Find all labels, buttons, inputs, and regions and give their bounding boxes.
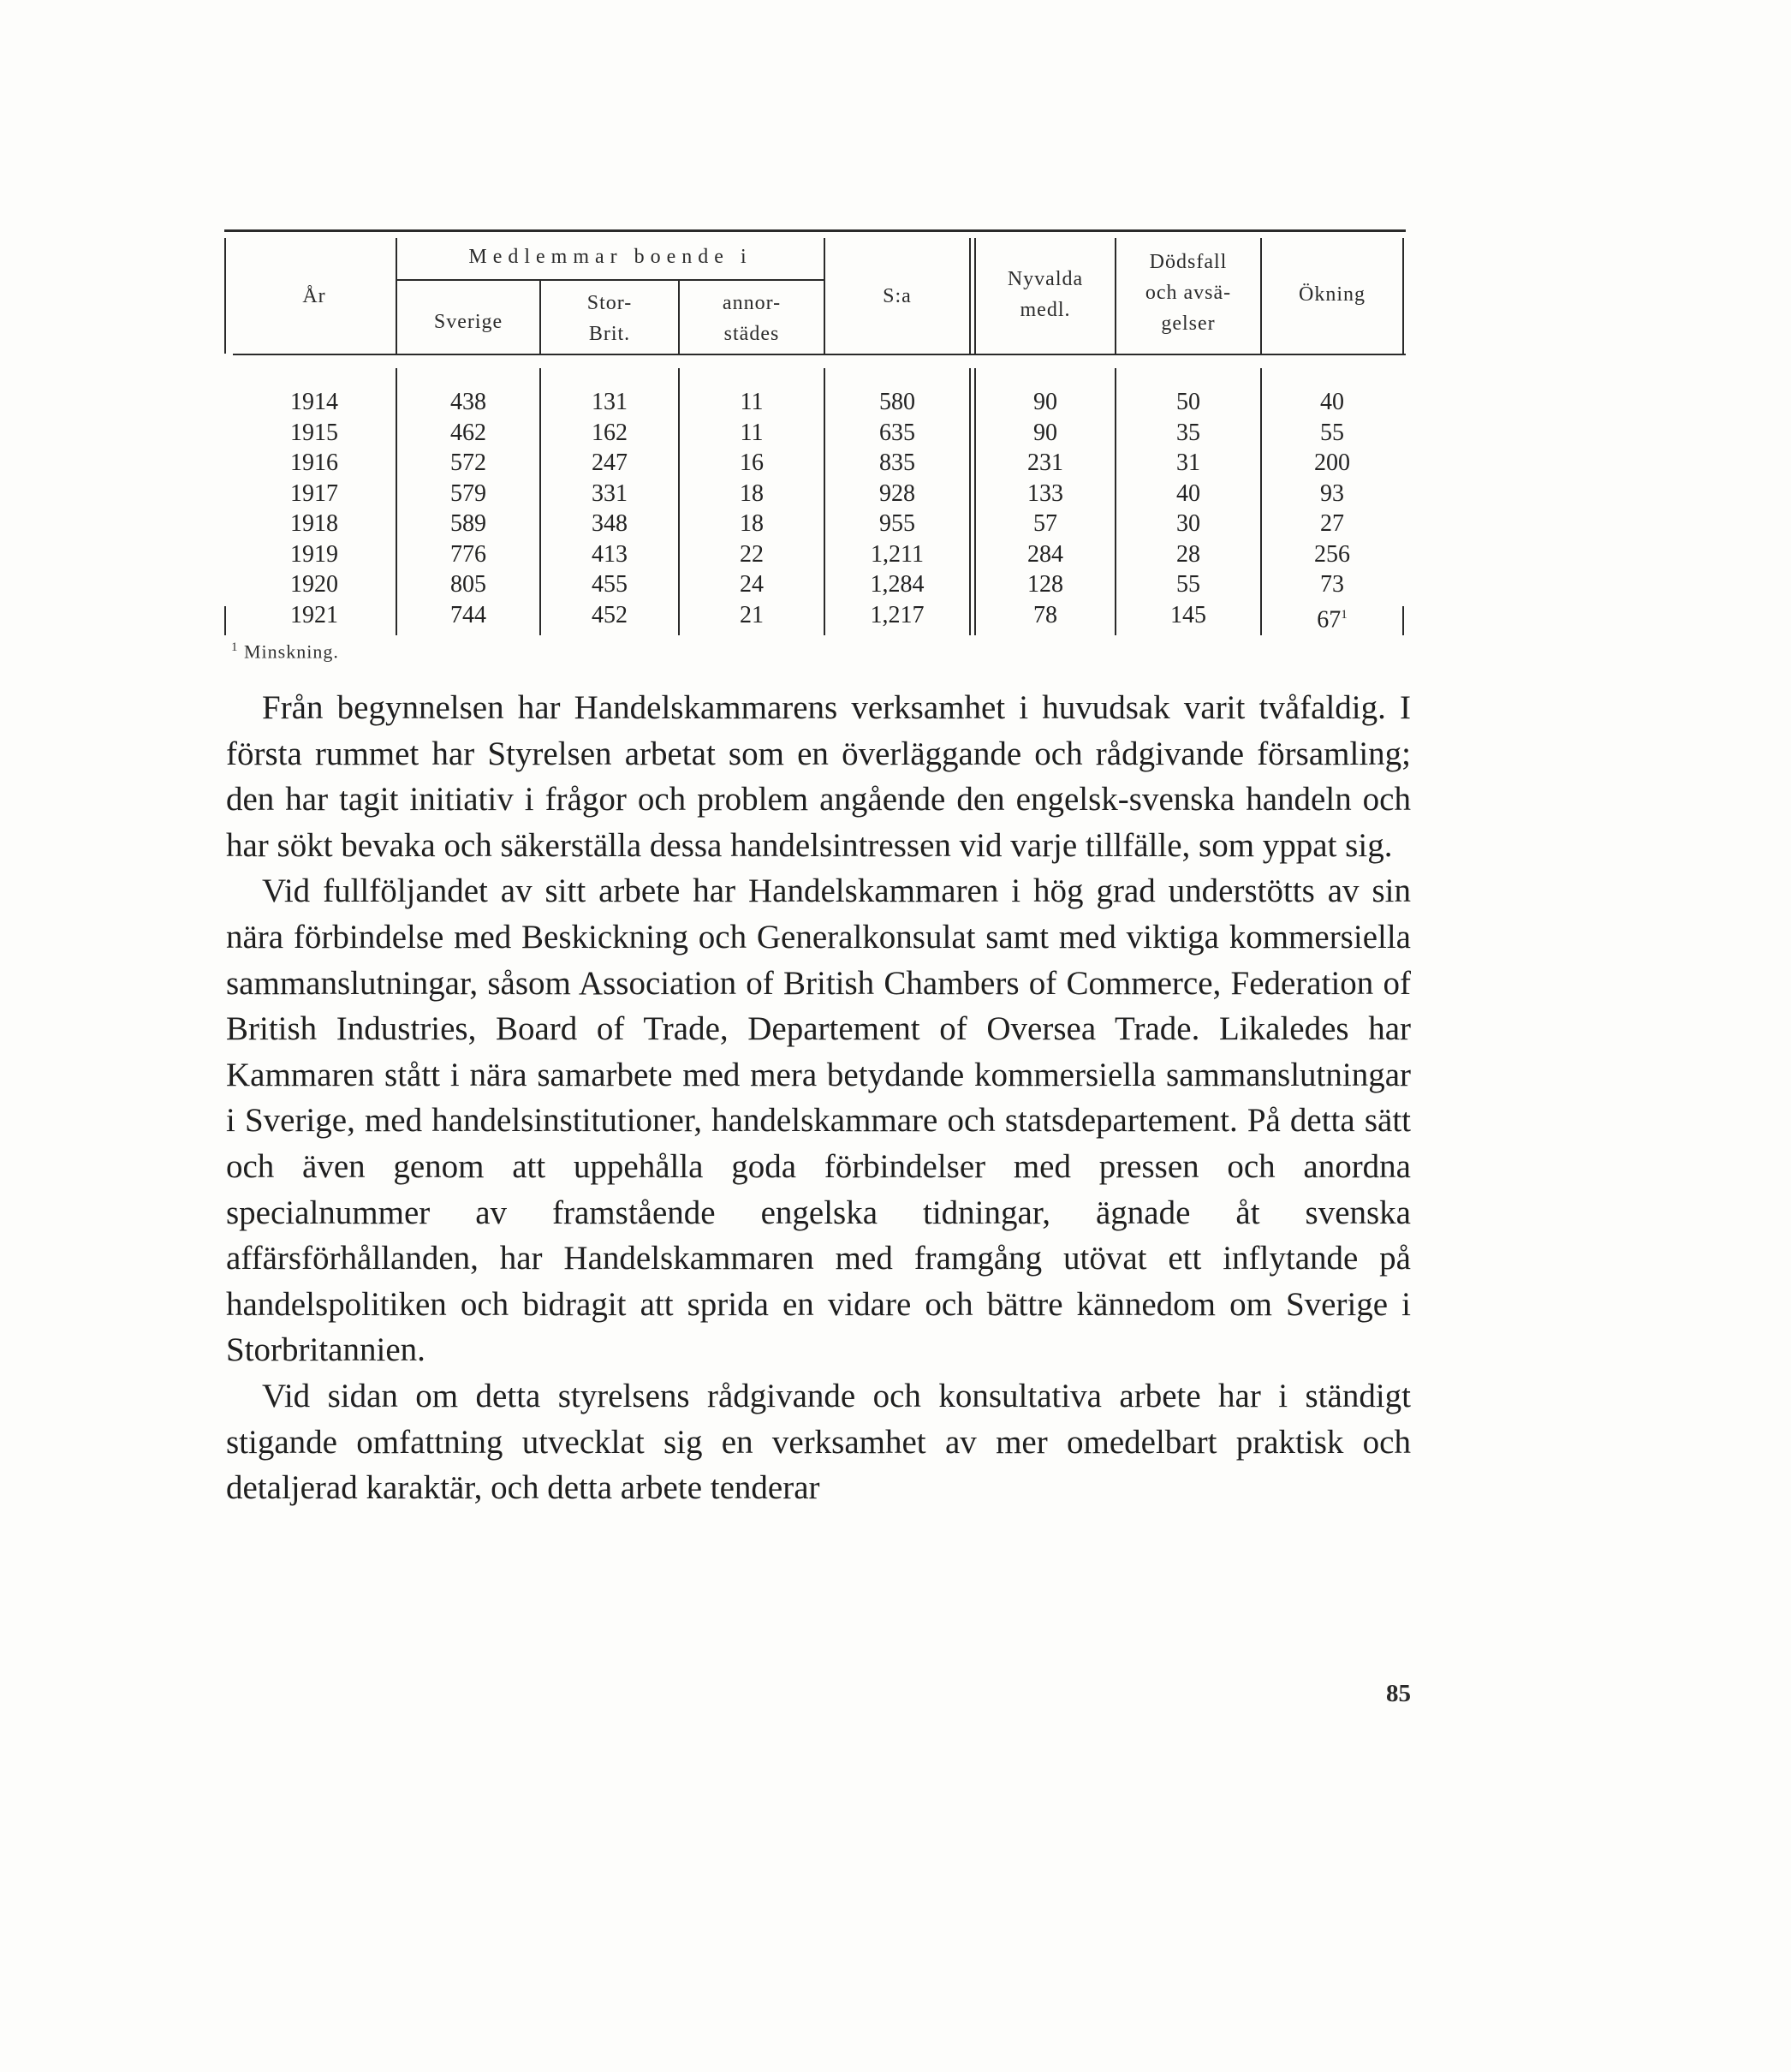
col-divider bbox=[224, 238, 226, 354]
cell-okning: 93 bbox=[1320, 479, 1344, 507]
cell-stor-brit: 331 bbox=[592, 479, 628, 507]
table-top-rule bbox=[224, 229, 1406, 232]
cell-sverige: 579 bbox=[450, 479, 486, 507]
cell-summa: 1,217 bbox=[870, 601, 925, 628]
col-divider bbox=[1402, 606, 1404, 635]
cell-okning: 200 bbox=[1314, 450, 1350, 476]
header-stor-brit-line2: Brit. bbox=[588, 323, 631, 345]
cell-okning-value: 67 bbox=[1317, 605, 1342, 633]
header-stor-brit bbox=[541, 288, 678, 349]
header-members-group: Medlemmar boende i bbox=[468, 246, 753, 268]
header-okning: Ökning bbox=[1299, 283, 1366, 306]
cell-year: 1914 bbox=[290, 389, 338, 415]
col-divider bbox=[969, 238, 971, 354]
footnote-ref: 1 bbox=[1341, 607, 1348, 622]
cell-year: 1919 bbox=[290, 540, 338, 568]
cell-nyvalda: 90 bbox=[1033, 419, 1057, 446]
header-nyvalda-line1: Nyvalda bbox=[1007, 268, 1084, 290]
cell-nyvalda: 133 bbox=[1027, 479, 1063, 507]
paragraph: Vid fullföljandet av sitt arbete har Handelskammaren i hög grad understötts av sin nära förbindelse med Beskickning och Generalkonsulat samt med viktiga kommersiella sammanslutningar, såsom Association of British Chambers of Commerce, Federation of British Industries, Board of Trade, Departement of Oversea Trade. Likaledes har Kammaren stått i nära samarbete med mera betydande kommersiella sammanslutningar i Sverige, med handelsinstitutioner, handelskammare och statsdepartement. På detta sätt och även genom att uppehålla goda förbindelser med pressen och anordna specialnummer av framstående engelska tidningar, ägnade åt svenska affärsförhållanden, har Handelskammaren med framgång utövat ett inflytande på handelspolitiken och bidragit att sprida en vidare och bättre kännedom om Sverige i Storbritannien. bbox=[226, 872, 1411, 1369]
page-number: 85 bbox=[1386, 1680, 1411, 1707]
cell-summa: 580 bbox=[879, 389, 915, 415]
paragraph: Från begynnelsen har Handelskammarens verksamhet i huvudsak varit tvåfaldig. I första rummet har Styrelsen arbetat som en överläggande och rådgivande församling; den har tagit initiativ i frågor och problem angående den engelsk-svenska handeln och har sökt bevaka och säkerställa dessa handelsintressen vid varje tillfälle, som yppat sig. bbox=[226, 689, 1411, 864]
cell-dodsfall: 35 bbox=[1176, 419, 1200, 446]
cell-annorstades: 18 bbox=[740, 510, 764, 537]
cell-sverige: 744 bbox=[450, 601, 486, 628]
cell-sverige: 462 bbox=[450, 419, 486, 446]
table-footnote bbox=[231, 640, 339, 663]
cell-annorstades: 21 bbox=[740, 601, 764, 628]
cell-summa: 635 bbox=[879, 419, 915, 446]
footnote-text: Minskning. bbox=[244, 640, 339, 663]
cell-annorstades: 22 bbox=[740, 540, 764, 568]
cell-okning bbox=[1262, 600, 1402, 631]
cell-annorstades: 11 bbox=[740, 419, 764, 446]
cell-year: 1920 bbox=[290, 571, 338, 598]
column-nyvalda bbox=[976, 387, 1115, 630]
cell-dodsfall: 28 bbox=[1176, 540, 1200, 568]
cell-dodsfall: 30 bbox=[1176, 510, 1200, 537]
cell-sverige: 572 bbox=[450, 450, 486, 476]
cell-nyvalda: 284 bbox=[1027, 540, 1063, 568]
header-annorstades-line2: städes bbox=[723, 323, 780, 345]
col-divider bbox=[224, 606, 226, 635]
cell-year: 1917 bbox=[290, 479, 338, 507]
cell-summa: 835 bbox=[879, 450, 915, 476]
cell-okning: 40 bbox=[1320, 389, 1344, 415]
cell-nyvalda: 90 bbox=[1033, 389, 1057, 415]
paragraph: Vid sidan om detta styrelsens rådgivande och konsultativa arbete har i ständigt stigande omfattning utvecklat sig en verksamhet av mer omedelbart praktisk och detaljerad karaktär, och detta arbete tenderar bbox=[226, 1377, 1411, 1507]
cell-nyvalda: 128 bbox=[1027, 571, 1063, 598]
cell-okning: 27 bbox=[1320, 510, 1344, 537]
cell-year: 1915 bbox=[290, 419, 338, 446]
cell-okning: 73 bbox=[1320, 571, 1344, 598]
cell-annorstades: 24 bbox=[740, 571, 764, 598]
cell-dodsfall: 31 bbox=[1176, 450, 1200, 476]
col-divider bbox=[1402, 238, 1404, 354]
cell-sverige: 805 bbox=[450, 571, 486, 598]
cell-nyvalda: 231 bbox=[1027, 450, 1063, 476]
cell-annorstades: 11 bbox=[740, 389, 764, 415]
cell-okning: 55 bbox=[1320, 419, 1344, 446]
cell-year: 1921 bbox=[290, 601, 338, 628]
cell-stor-brit: 131 bbox=[592, 389, 628, 415]
column-annorstades bbox=[680, 387, 824, 630]
header-annorstades bbox=[680, 288, 824, 349]
cell-sverige: 776 bbox=[450, 540, 486, 568]
header-summa: S:a bbox=[883, 285, 912, 307]
cell-summa: 955 bbox=[879, 510, 915, 537]
cell-summa: 928 bbox=[879, 479, 915, 507]
header-dodsfall-line1: Dödsfall bbox=[1149, 251, 1228, 273]
header-bottom-rule bbox=[233, 354, 1406, 355]
header-dodsfall bbox=[1116, 247, 1260, 339]
header-year: År bbox=[302, 285, 326, 307]
cell-stor-brit: 348 bbox=[592, 510, 628, 537]
group-header-rule bbox=[396, 279, 824, 281]
cell-sverige: 589 bbox=[450, 510, 486, 537]
cell-annorstades: 18 bbox=[740, 479, 764, 507]
column-sverige bbox=[397, 387, 539, 630]
cell-dodsfall: 145 bbox=[1170, 601, 1206, 628]
body-text bbox=[226, 685, 1411, 1511]
header-nyvalda bbox=[976, 264, 1115, 325]
cell-dodsfall: 40 bbox=[1176, 479, 1200, 507]
column-okning bbox=[1262, 387, 1402, 633]
cell-stor-brit: 247 bbox=[592, 450, 628, 476]
cell-nyvalda: 78 bbox=[1033, 601, 1057, 628]
header-dodsfall-line3: gelser bbox=[1161, 313, 1216, 335]
footnote-marker: 1 bbox=[231, 640, 239, 654]
cell-stor-brit: 162 bbox=[592, 419, 628, 446]
header-sverige: Sverige bbox=[433, 311, 503, 333]
cell-dodsfall: 55 bbox=[1176, 571, 1200, 598]
cell-year: 1918 bbox=[290, 510, 338, 537]
col-divider bbox=[969, 368, 971, 635]
cell-year: 1916 bbox=[290, 450, 338, 476]
header-nyvalda-line2: medl. bbox=[1020, 299, 1071, 321]
cell-annorstades: 16 bbox=[740, 450, 764, 476]
cell-summa: 1,211 bbox=[871, 540, 924, 568]
cell-summa: 1,284 bbox=[870, 571, 925, 598]
header-stor-brit-line1: Stor- bbox=[586, 292, 633, 314]
column-stor-brit bbox=[541, 387, 678, 630]
column-summa bbox=[825, 387, 969, 630]
cell-stor-brit: 413 bbox=[592, 540, 628, 568]
cell-dodsfall: 50 bbox=[1176, 389, 1200, 415]
cell-stor-brit: 452 bbox=[592, 601, 628, 628]
header-annorstades-line1: annor- bbox=[722, 292, 782, 314]
header-dodsfall-line2: och avsä- bbox=[1145, 282, 1232, 304]
cell-sverige: 438 bbox=[450, 389, 486, 415]
column-dodsfall bbox=[1116, 387, 1260, 630]
cell-okning: 256 bbox=[1314, 540, 1350, 568]
cell-stor-brit: 455 bbox=[592, 571, 628, 598]
membership-table bbox=[224, 229, 1406, 640]
cell-nyvalda: 57 bbox=[1033, 510, 1057, 537]
column-year bbox=[233, 387, 396, 630]
